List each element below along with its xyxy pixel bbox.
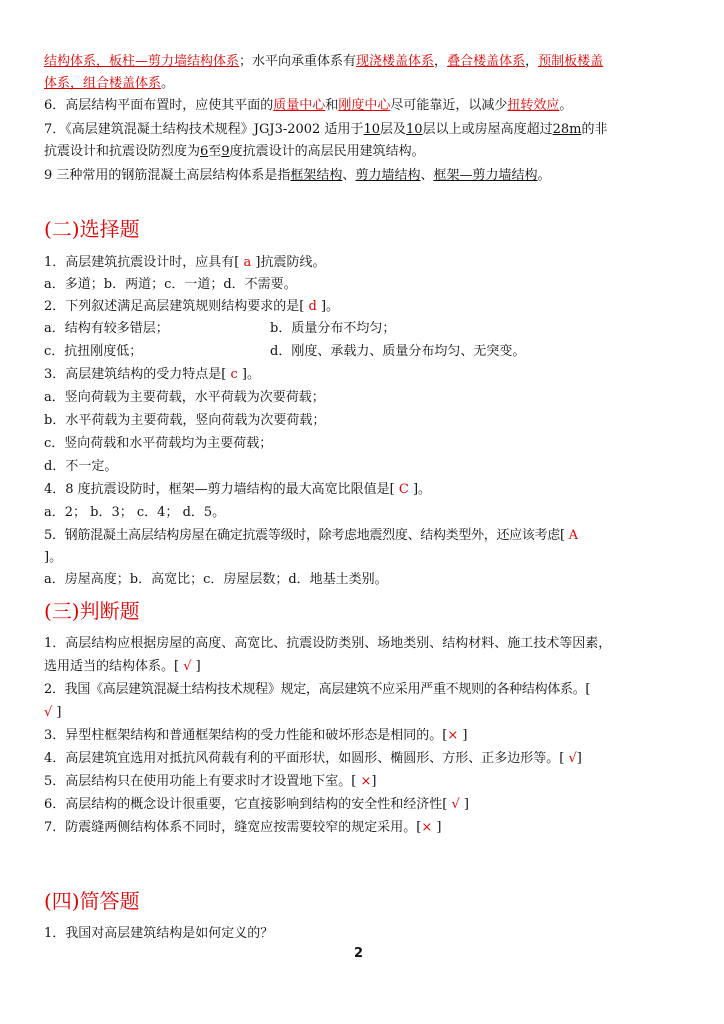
choice-options-1: a．多道；b．两道；c．一道；d．不需要。 [44,277,297,292]
section-heading-short: (四)简答题 [44,889,140,913]
fill-question-7: 7．《高层建筑混凝土结构技术规程》JGJ3-2002 适用于10层及10层以上或房屋高度超过28m的非 [44,122,608,137]
judge-question-6: 6．高层结构的概念设计很重要，它直接影响到结构的安全性和经济性[ √ ] [44,797,469,812]
judge-question-2: 2．我国《高层建筑混凝土结构技术规程》规定，高层建筑不应采用严重不规则的各种结构体系。[ [44,682,591,697]
fill-answer: 10 [363,122,381,137]
judge-question-3: 3．异型柱框架结构和普通框架结构的受力性能和破坏形态是相同的。[× ] [44,728,468,743]
choice-question-1: 1．高层建筑抗震设计时，应具有[ a ]抗震防线。 [44,255,326,270]
judge-answer: √ [451,797,460,812]
judge-question-1-line2: 选用适当的结构体系。[ √ ] [44,659,201,674]
judge-answer: × [421,820,433,835]
fill-answer: 体系，组合楼盖体系 [44,76,162,91]
fill-answer: 6 [200,144,209,159]
choice-option-3c: c．竖向荷载和水平荷载均为主要荷载； [44,436,273,451]
fill-answer: 结构体系，板柱—剪力墙结构体系 [44,54,240,69]
fill-line-systems-2: 体系，组合楼盖体系。 [44,76,175,91]
choice-options-4: a．2； b．3； c．4； d．5。 [44,505,226,520]
judge-question-5: 5．高层结构只在使用功能上有要求时才设置地下室。[ ×] [44,774,377,789]
choice-option-3d: d．不一定。 [44,459,118,474]
choice-answer: a [243,255,252,270]
judge-question-2-line2: √ ] [44,705,62,720]
section-heading-judge: (三)判断题 [44,599,140,623]
fill-answer: 框架—剪力墙结构 [433,168,538,183]
judge-question-7: 7．防震缝两侧结构体系不同时，缝宽应按需要较窄的规定采用。[× ] [44,820,442,835]
choice-question-2: 2．下列叙述满足高层建筑规则结构要求的是[ d ]。 [44,299,340,314]
choice-answer: c [230,367,238,382]
fill-question-9: 9 三种常用的钢筋混凝土高层结构体系是指框架结构、剪力墙结构、框架—剪力墙结构。 [44,168,551,183]
choice-answer: d [308,299,317,314]
choice-options-2-row1: a．结构有较多错层； b．质量分布不均匀； [44,321,396,336]
fill-answer: 叠合楼盖体系 [447,54,526,69]
fill-answer: 刚度中心 [338,98,391,113]
judge-question-4: 4．高层建筑宜选用对抵抗风荷载有利的平面形状，如圆形、椭圆形、方形、正多边形等。[ √] [44,751,582,766]
fill-answer: 现浇楼盖体系 [356,54,435,69]
choice-question-5-close: ]。 [44,550,63,565]
fill-answer: 9 [221,144,230,159]
judge-answer: √ [568,751,577,766]
fill-answer: 扭转效应 [507,98,560,113]
judge-answer: × [360,774,372,789]
fill-answer: 剪力墙结构 [355,168,421,183]
fill-answer: 10 [406,122,423,137]
choice-options-5: a．房屋高度；b．高宽比；c．房屋层数；d．地基土类别。 [44,572,388,587]
fill-answer: 预制板楼盖 [538,54,604,69]
choice-option-3b: b．水平荷载为主要荷载，竖向荷载为次要荷载； [44,413,326,428]
fill-answer: 框架结构 [290,168,343,183]
page-number: 2 [354,946,364,961]
choice-answer: A [568,528,578,543]
judge-question-1: 1．高层结构应根据房屋的高度、高宽比、抗震设防类别、场地类别、结构材料、施工技术等因素， [44,636,612,651]
choice-options-2-row2: c．抗扭刚度低； d．刚度、承载力、质量分布均匀、无突变。 [44,344,526,359]
choice-question-3: 3．高层建筑结构的受力特点是[ c ]。 [44,367,260,382]
short-question-1: 1．我国对高层建筑结构是如何定义的？ [44,926,274,941]
judge-answer: √ [183,659,192,674]
fill-answer: 质量中心 [273,98,326,113]
judge-answer: √ [44,705,53,720]
fill-question-6: 6．高层结构平面布置时，应使其平面的质量中心和刚度中心尽可能靠近，以减少扭转效应。 [44,98,573,113]
choice-question-4: 4．8 度抗震设防时，框架—剪力墙结构的最大高宽比限值是[ C ]。 [44,482,432,497]
section-heading-choice: (二)选择题 [44,217,140,241]
choice-answer: C [398,482,409,497]
choice-question-5: 5．钢筋混凝土高层结构房屋在确定抗震等级时，除考虑地震烈度、结构类型外，还应该考虑[ A [44,528,578,543]
fill-line-systems: 结构体系，板柱—剪力墙结构体系；水平向承重体系有现浇楼盖体系，叠合楼盖体系，预制板楼盖 [44,54,604,69]
fill-question-7-line2: 抗震设计和抗震设防烈度为6至9度抗震设计的高层民用建筑结构。 [44,144,425,159]
judge-answer: × [447,728,459,743]
fill-answer: 28m [552,122,582,137]
choice-option-3a: a．竖向荷载为主要荷载，水平荷载为次要荷载； [44,390,325,405]
